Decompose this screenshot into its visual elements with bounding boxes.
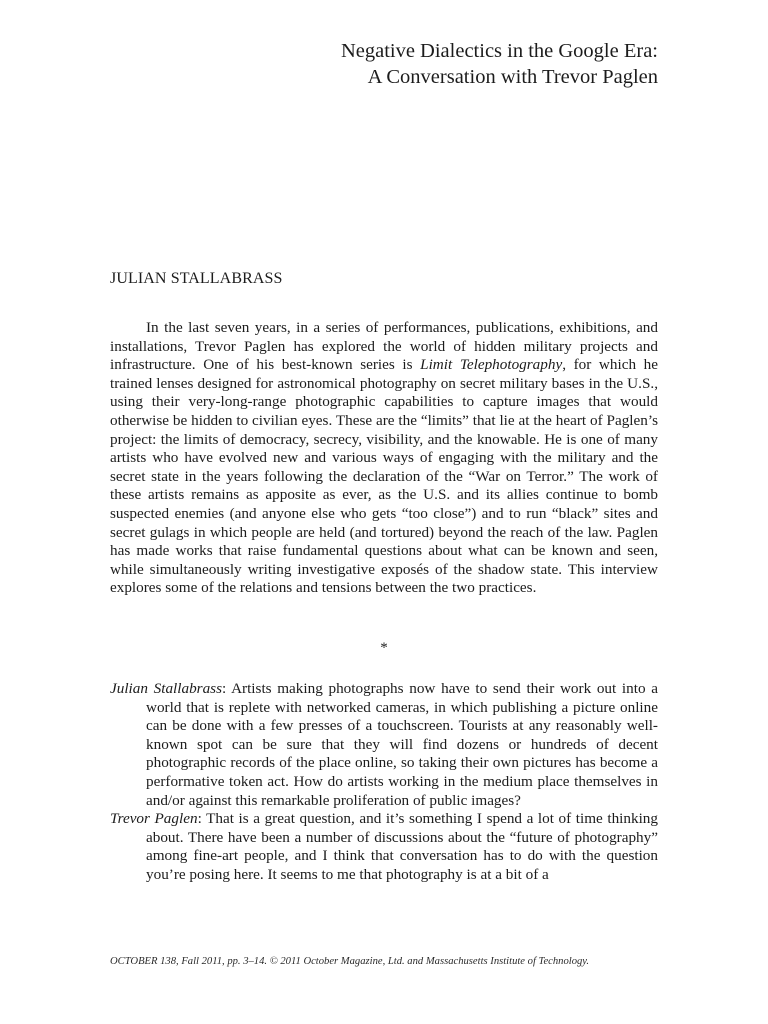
intro-text-part2: , for which he trained lenses designed for astronomical photography on secret military bases in the U.S., using their very-long-range photographic capabilities to capture images that would otherwise be hidden to civilian eyes. These are the “limits” that lie at the heart of Paglen’s project: the limits of democracy, secrecy, visibility, and the knowable. He is one of many artists who have evolved new and various ways of engaging with the military and the secret state in the years following the declaration of the “War on Terror.” The work of these artists remains as apposite as ever, as the U.S. and its allies continue to bomb suspected enemies (and anyone else who gets “too close”) and to run “black” sites and secret gulags in which people are held (and tortured) beyond the reach of the law. Paglen has made works that raise fundamental questions about what can be known and seen, while simultaneously writing investigative exposés of the shadow state. This interview explores some of the relations and tensions between the two practices. <box>110 356 658 597</box>
author-name: JULIAN STALLABRASS <box>110 270 283 287</box>
citation-footer: OCTOBER 138, Fall 2011, pp. 3–14. © 2011 October Magazine, Ltd. and Massachusetts Institute of Technology. <box>110 956 590 967</box>
speaker-name: Julian Stallabrass <box>110 680 222 697</box>
title-line-2: A Conversation with Trevor Paglen <box>367 66 658 88</box>
dialogue-text: That is a great question, and it’s something I spend a lot of time thinking about. There have been a number of discussions about the “future of photography” among fine-art people, and I think that conversation has to do with the question you’re posing here. It seems to me that photography is at a bit of a <box>146 810 658 883</box>
title-line-1: Negative Dialectics in the Google Era: <box>340 40 658 62</box>
dialogue-text: Artists making photographs now have to send their work out into a world that is replete with networked cameras, in which publishing a picture online can be done with a few presses of a touchscreen. Tourists at any reasonably well-known spot can be sure that they will find dozens or hundreds of decent photographic records of the place online, so taking their own pictures has become a performative token act. How do artists working in the medium place themselves in and/or against this remarkable proliferation of public images? <box>146 680 658 809</box>
section-separator: * <box>380 640 388 656</box>
dialogue-turn: Julian Stallabrass: Artists making photographs now have to send their work out into a world that is replete with networked cameras, in which publishing a picture online can be done with a few presses of a touchscreen. Tourists at any reasonably well-known spot can be sure that they will find dozens or hundreds of decent photographic records of the place online, so taking their own pictures has become a performative token act. How do artists working in the medium place themselves in and/or against this remarkable proliferation of public images? <box>110 680 658 809</box>
interview-dialogue <box>110 680 658 885</box>
intro-paragraph <box>110 319 658 598</box>
speaker-name: Trevor Paglen <box>110 810 198 828</box>
dialogue-turn: Trevor Paglen: That is a great question, and it’s something I spend a lot of time thinking about. There have been a number of discussions about the “future of photography” among fine-art people, and I think that conversation has to do with the question you’re posing here. It seems to me that photography is at a bit of a <box>110 810 658 883</box>
intro-text-part1: In the last seven years, in a series of performances, publications, exhibitions, and installations, Trevor Paglen has explored the world of hidden military projects and infrastructure. One of his best-known series is <box>110 319 658 374</box>
article-title <box>341 38 658 90</box>
series-title: Limit Telephotography <box>420 356 563 374</box>
